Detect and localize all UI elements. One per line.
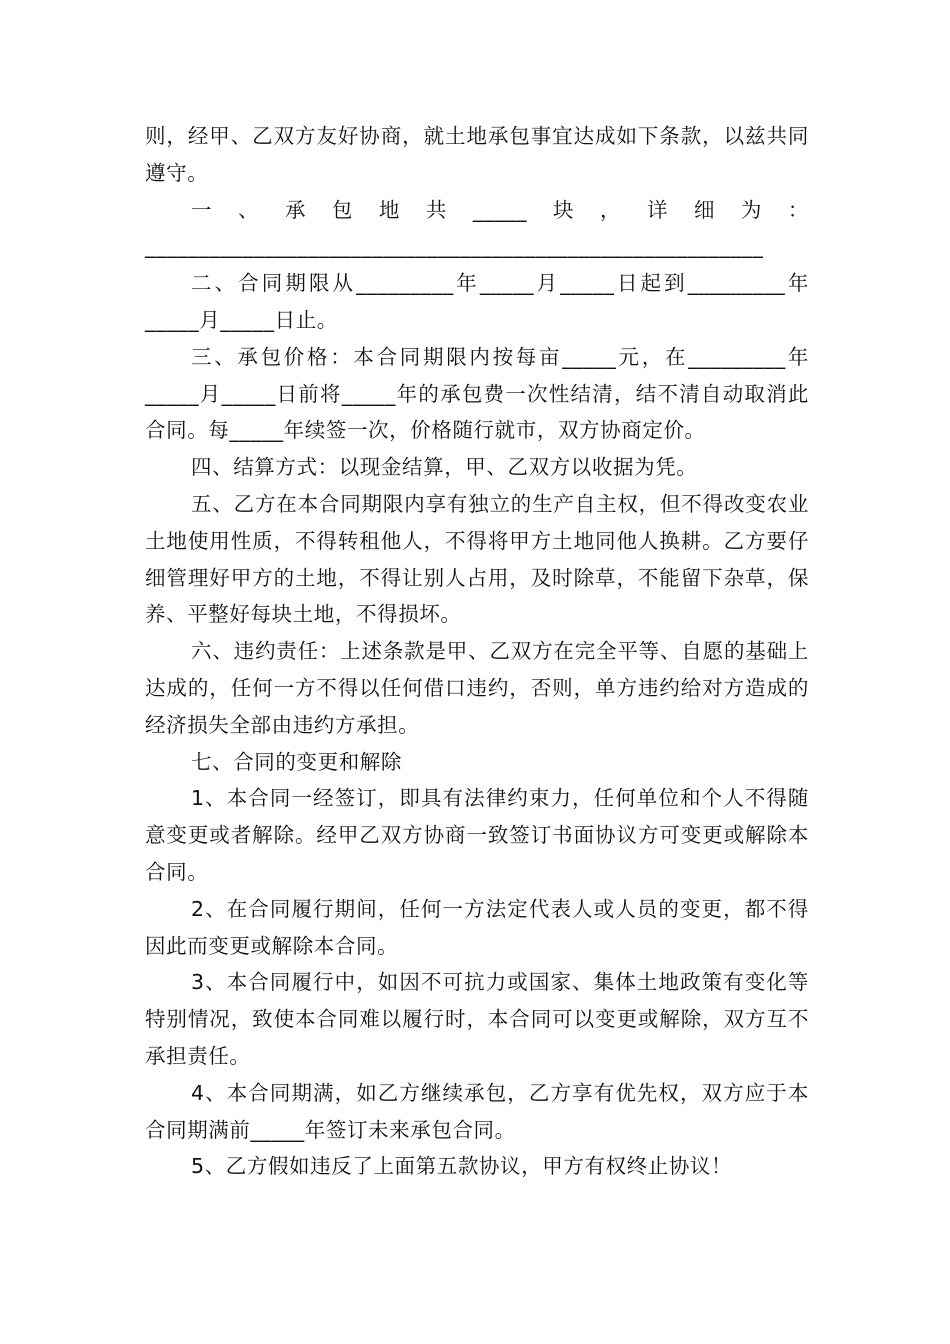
document-body bbox=[145, 118, 809, 1185]
paragraph-clause-3-price: 三、承包价格：本合同期限内按每亩_____元，在_________年_____月_____日前将_____年的承包费一次性结清，结不清自动取消此合同。每_____年续签一次，价格随行就市，双方协商定价。 bbox=[145, 344, 809, 443]
paragraph-clause-6-liability: 六、违约责任：上述条款是甲、乙双方在完全平等、自愿的基础上达成的，任何一方不得以任何借口违约，否则，单方违约给对方造成的经济损失全部由违约方承担。 bbox=[145, 639, 809, 737]
paragraph-preamble-end: 则，经甲、乙双方友好协商，就土地承包事宜达成如下条款，以兹共同遵守。 bbox=[145, 124, 809, 185]
paragraph-subclause-2: 2、在合同履行期间，任何一方法定代表人或人员的变更，都不得因此而变更或解除本合同。 bbox=[145, 896, 809, 958]
paragraph-subclause-5: 5、乙方假如违反了上面第五款协议，甲方有权终止协议！ bbox=[191, 1154, 733, 1179]
paragraph-subclause-3: 3、本合同履行中，如因不可抗力或国家、集体土地政策有变化等特别情况，致使本合同难以履行时，本合同可以变更或解除，双方互不承担责任。 bbox=[145, 970, 809, 1068]
paragraph-clause-2-term: 二、合同期限从_________年_____月_____日起到_________年_____月_____日止。 bbox=[145, 271, 809, 332]
paragraph-clause-1-plots: 一、承包地共_____块，详细为：_________________________________________________________ bbox=[145, 197, 809, 259]
paragraph-subclause-4: 4、本合同期满，如乙方继续承包，乙方享有优先权，双方应于本合同期满前_____年签订未来承包合同。 bbox=[145, 1080, 809, 1142]
paragraph-clause-4-settlement: 四、结算方式：以现金结算，甲、乙双方以收据为凭。 bbox=[191, 455, 698, 480]
paragraph-clause-5-rights: 五、乙方在本合同期限内享有独立的生产自主权，但不得改变农业土地使用性质，不得转租他人，不得将甲方土地同他人换耕。乙方要仔细管理好甲方的土地，不得让别人占用，及时除草，不能留下杂草，保养、平整好每块土地，不得损坏。 bbox=[145, 491, 809, 627]
paragraph-subclause-1: 1、本合同一经签订，即具有法律约束力，任何单位和个人不得随意变更或者解除。经甲乙双方协商一致签订书面协议方可变更或解除本合同。 bbox=[145, 786, 809, 884]
paragraph-clause-7-heading: 七、合同的变更和解除 bbox=[191, 749, 402, 774]
